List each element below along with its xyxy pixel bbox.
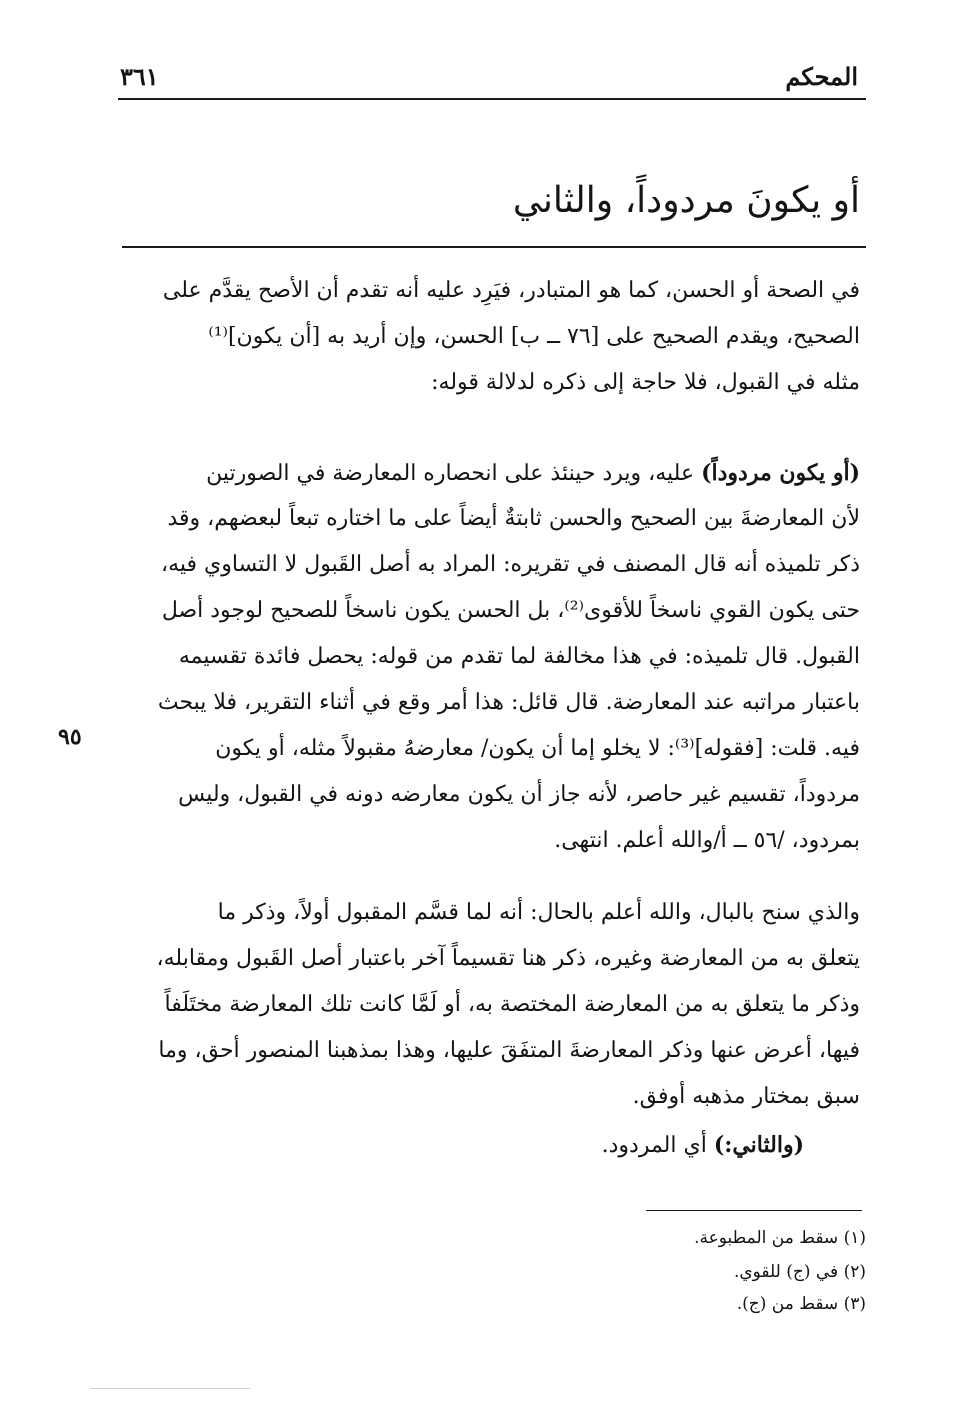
header-divider [118, 98, 866, 100]
paragraph-2-line-3: ذكر تلميذه أنه قال المصنف في تقريره: المراد به أصل القَبول لا التساوي فيه، [161, 552, 860, 577]
footnote-2: (٢) في (ج) للقوي. [733, 1262, 866, 1282]
paragraph-4-text: أي المردود. [601, 1133, 714, 1158]
paragraph-2-line-1-text: عليه، ويرد حينئذ على انحصاره المعارضة في الصورتين [206, 461, 702, 486]
paragraph-2-line-8: مردوداً، تقسيم غير حاصر، لأنه جاز أن يكون معارضه دونه في القبول، وليس [178, 782, 860, 807]
footnote-1: (١) سقط من المطبوعة. [694, 1228, 866, 1248]
page-number: ٣٦١ [120, 62, 159, 91]
paragraph-2-line-4: حتى يكون القوي ناسخاً للأقوى⁽²⁾، بل الحسن يكون ناسخاً للصحيح لوجود أصل [161, 598, 860, 623]
footnote-3: (٣) سقط من (ج). [736, 1294, 866, 1314]
marginal-page-number: ٩٥ [58, 724, 82, 750]
footnote-divider [646, 1210, 862, 1211]
verse-divider [122, 246, 866, 248]
paragraph-1-line-2: الصحيح، ويقدم الصحيح على [٧٦ ــ ب] الحسن، وإن أريد به [أن يكون]⁽¹⁾ [208, 324, 860, 349]
paragraph-2-line-2: لأن المعارضةَ بين الصحيح والحسن ثابتةٌ أيضاً على ما اختاره تبعاً لبعضهم، وقد [167, 506, 860, 531]
paragraph-2-line-1 [206, 460, 860, 486]
paragraph-2-line-7: فيه. قلت: [فقوله]⁽³⁾: لا يخلو إما أن يكون/ معارضهُ مقبولاً مثله، أو يكون [215, 736, 860, 761]
paragraph-2-lead-bold: (أو يكون مردوداً) [701, 460, 860, 486]
paragraph-3-line-2: يتعلق به من المعارضة وغيره، ذكر هنا تقسيماً آخر باعتبار أصل القَبول ومقابله، [156, 946, 860, 971]
running-header-title: المحكم [785, 62, 858, 91]
paragraph-3-line-3: وذكر ما يتعلق به من المعارضة المختصة به، أو لَمَّا كانت تلك المعارضة مختَلَفاً [164, 992, 860, 1017]
paragraph-1-line-3: مثله في القبول، فلا حاجة إلى ذكره لدلالة قوله: [431, 370, 860, 395]
paragraph-4 [602, 1132, 804, 1158]
paragraph-4-lead-bold: (والثاني:) [713, 1132, 804, 1158]
paragraph-2-line-5: القبول. قال تلميذه: في هذا مخالفة لما تقدم من قوله: يحصل فائدة تقسيمه [178, 644, 860, 669]
paragraph-3-line-4: فيها، أعرض عنها وذكر المعارضةَ المتفَقَ عليها، وهذا بمذهبنا المنصور أحق، وما [158, 1038, 860, 1063]
paragraph-3-line-5: سبق بمختار مذهبه أوفق. [632, 1084, 860, 1109]
paragraph-2-line-9: بمردود، /٥٦ ــ أ/والله أعلم. انتهى. [554, 828, 860, 853]
paragraph-2-line-6: باعتبار مراتبه عند المعارضة. قال قائل: هذا أمر وقع في أثناء التقرير، فلا يبحث [157, 690, 860, 715]
scan-artifact-line [90, 1388, 250, 1389]
verse-text: أو يكونَ مردوداً، والثاني [512, 180, 860, 221]
paragraph-1-line-1: في الصحة أو الحسن، كما هو المتبادر، فيَرِد عليه أنه تقدم أن الأصح يقدَّم على [162, 278, 860, 303]
paragraph-3-line-1: والذي سنح بالبال، والله أعلم بالحال: أنه لما قسَّم المقبول أولاً، وذكر ما [217, 900, 860, 925]
